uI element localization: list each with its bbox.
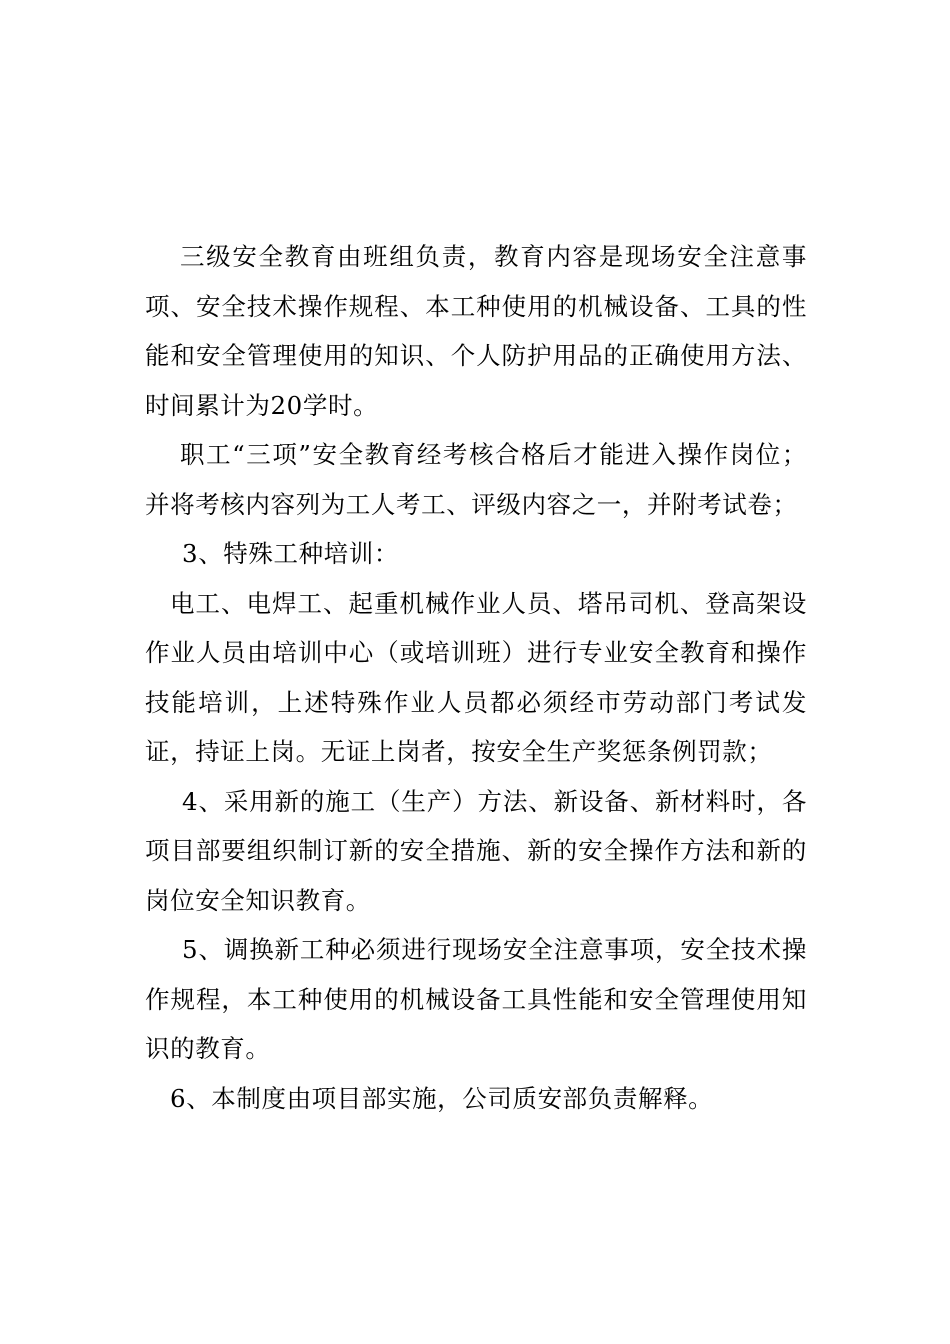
paragraph-level-three-education: 三级安全教育由班组负责，教育内容是现场安全注意事项、安全技术操作规程、本工种使用的机械设备、工具的性能和安全管理使用的知识、个人防护用品的正确使用方法、时间累计为20学时。 xyxy=(145,242,807,420)
paragraph-three-item-assessment: 职工“三项”安全教育经考核合格后才能进入操作岗位；并将考核内容列为工人考工、评级内容之一，并附考试卷； xyxy=(145,440,807,519)
paragraph-job-change-education: 5、调换新工种必须进行现场安全注意事项，安全技术操作规程，本工种使用的机械设备工具性能和安全管理使用知识的教育。 xyxy=(145,935,807,1063)
document-body xyxy=(145,232,807,1123)
paragraph-special-trade-training: 电工、电焊工、起重机械作业人员、塔吊司机、登高架设作业人员由培训中心（或培训班）进行专业安全教育和操作技能培训，上述特殊作业人员都必须经市劳动部门考试发证，持证上岗。无证上岗者，按安全生产奖惩条例罚款； xyxy=(145,588,807,766)
paragraph-new-methods-education: 4、采用新的施工（生产）方法、新设备、新材料时，各项目部要组织制订新的安全措施、新的安全操作方法和新的岗位安全知识教育。 xyxy=(145,786,807,915)
paragraph-special-trade-heading: 3、特殊工种培训： xyxy=(182,539,399,568)
paragraph-interpretation-clause: 6、本制度由项目部实施，公司质安部负责解释。 xyxy=(170,1083,714,1113)
